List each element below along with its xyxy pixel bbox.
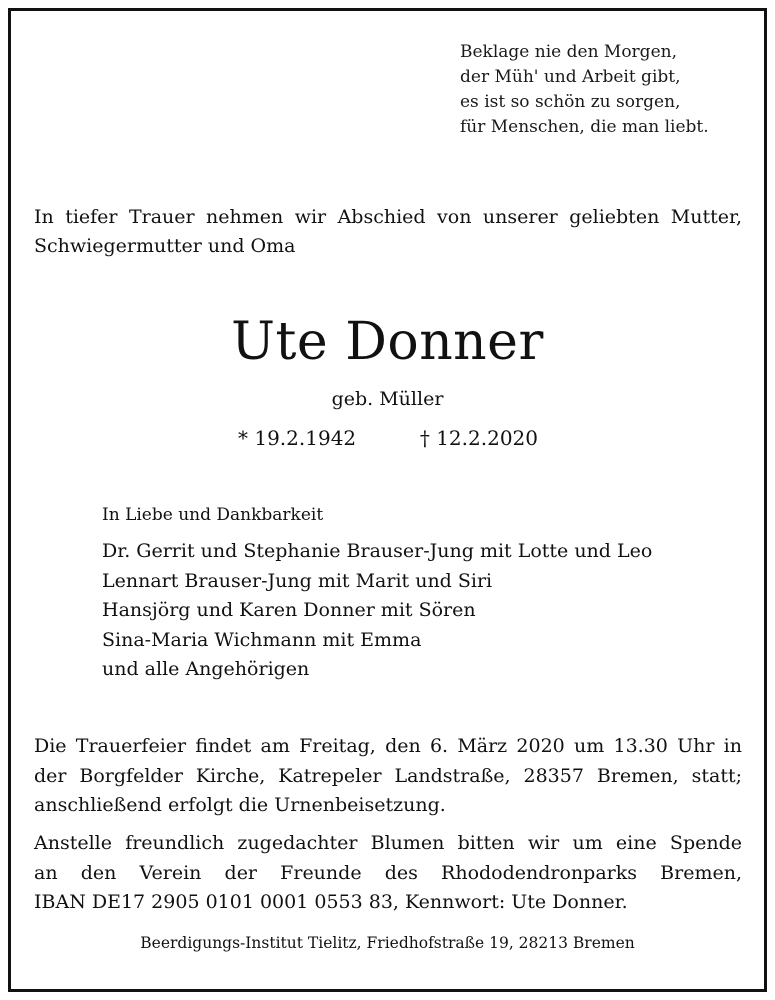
donation-line: Anstelle freundlich zugedachter Blumen bitten wir um eine Spende bbox=[34, 832, 742, 854]
mourner-line: Lennart Brauser-Jung mit Marit und Siri bbox=[102, 569, 493, 592]
donation-line: an den Verein der Freunde des Rhododendronparks Bremen, bbox=[34, 861, 742, 884]
funeral-info bbox=[34, 732, 742, 821]
funeral-line: Die Trauerfeier findet am Freitag, den 6. März 2020 um 13.30 Uhr in bbox=[34, 735, 742, 757]
mourner-line: Dr. Gerrit und Stephanie Brauser-Jung mit Lotte und Leo bbox=[102, 540, 653, 562]
maiden-name: geb. Müller bbox=[331, 388, 444, 410]
mourner-line: Hansjörg und Karen Donner mit Sören bbox=[102, 599, 476, 621]
birth-date: * 19.2.1942 bbox=[238, 426, 357, 450]
mourners-heading: In Liebe und Dankbarkeit bbox=[102, 505, 324, 525]
mourner-line: und alle Angehörigen bbox=[102, 658, 310, 680]
funeral-line: der Borgfelder Kirche, Katrepeler Landstraße, 28357 Bremen, statt; bbox=[34, 764, 742, 787]
intro-line: In tiefer Trauer nehmen wir Abschied von unserer geliebten Mutter, bbox=[34, 206, 742, 228]
funeral-home: Beerdigungs-Institut Tielitz, Friedhofstraße 19, 28213 Bremen bbox=[140, 934, 635, 952]
poem-line: es ist so schön zu sorgen, bbox=[460, 92, 681, 112]
funeral-line: anschließend erfolgt die Urnenbeisetzung. bbox=[34, 794, 446, 816]
poem-line: der Müh' und Arbeit gibt, bbox=[460, 67, 681, 87]
intro-line: Schwiegermutter und Oma bbox=[34, 235, 296, 257]
poem-line: Beklage nie den Morgen, bbox=[460, 42, 677, 62]
death-date: † 12.2.2020 bbox=[419, 426, 538, 450]
mourner-line: Sina-Maria Wichmann mit Emma bbox=[102, 628, 422, 651]
donation-info bbox=[34, 829, 742, 918]
mourners-list bbox=[102, 537, 652, 685]
intro-text bbox=[34, 203, 742, 261]
poem-line: für Menschen, die man liebt. bbox=[460, 117, 709, 137]
deceased-name: Ute Donner bbox=[231, 312, 544, 372]
life-dates bbox=[238, 425, 538, 451]
donation-line: IBAN DE17 2905 0101 0001 0553 83, Kennwort: Ute Donner. bbox=[34, 891, 628, 913]
poem bbox=[460, 40, 709, 140]
